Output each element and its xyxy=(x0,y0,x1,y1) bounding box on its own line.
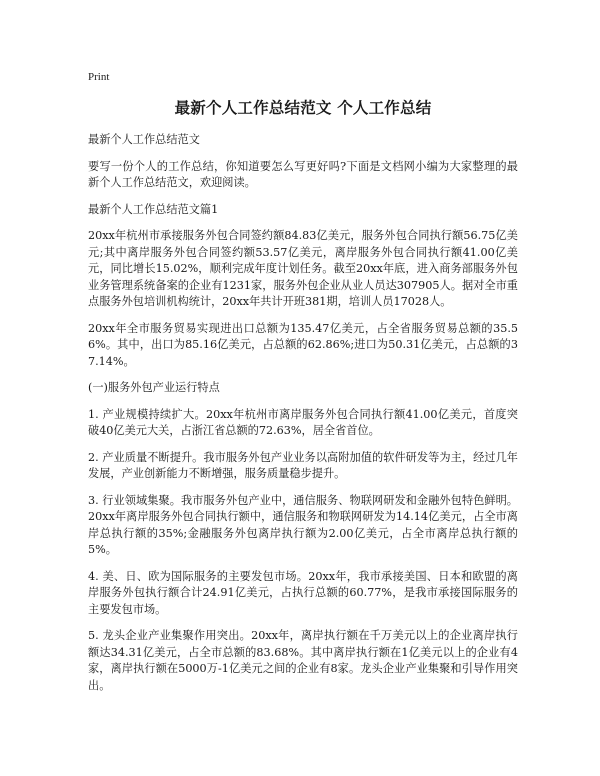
print-label: Print xyxy=(88,71,110,83)
section-heading-article-1: 最新个人工作总结范文篇1 xyxy=(88,202,219,216)
list-item-4: 4. 美、日、欧为国际服务的主要发包市场。20xx年，我市承接美国、日本和欧盟的离岸服务外包执行额合计24.91亿美元，占执行总额的60.77%，是我市承接国际服务的主要发包市场。 xyxy=(88,569,518,616)
section-heading-characteristics: (一)服务外包产业运行特点 xyxy=(88,381,220,394)
list-item-1: 1. 产业规模持续扩大。20xx年杭州市离岸服务外包合同执行额41.00亿美元，首度突破40亿美元大关，占浙江省总额的72.63%，居全省首位。 xyxy=(88,407,518,437)
body-paragraph-service-trade: 20xx年全市服务贸易实现进出口总额为135.47亿美元，占全省服务贸易总额的35.56%。其中，出口为85.16亿美元，占总额的62.86%;进口为50.31亿美元，占总额的37.14%。 xyxy=(88,321,518,368)
intro-paragraph: 要写一份个人的工作总结，你知道要怎么写更好吗?下面是文档网小编为大家整理的最新个人工作总结范文，欢迎阅读。 xyxy=(88,159,518,189)
document-title: 最新个人工作总结范文 个人工作总结 xyxy=(174,99,432,117)
document-page xyxy=(88,70,518,704)
subtitle-paragraph: 最新个人工作总结范文 xyxy=(88,133,200,146)
list-item-2: 2. 产业质量不断提升。我市服务外包产业业务以高附加值的软件研发等为主，经过几年发展，产业创新能力不断增强，服务质量稳步提升。 xyxy=(88,450,518,480)
list-item-3: 3. 行业领域集聚。我市服务外包产业中，通信服务、物联网研发和金融外包特色鲜明。20xx年离岸服务外包合同执行额中，通信服务和物联网研发为14.14亿美元，占全市离岸总执行额的35%;金融服务外包离岸执行额为2.00亿美元，占全市离岸总执行额的5%。 xyxy=(88,493,518,556)
list-item-5: 5. 龙头企业产业集聚作用突出。20xx年，离岸执行额在千万美元以上的企业离岸执行额达34.31亿美元，占全市总额的83.68%。其中离岸执行额在1亿美元以上的企业有4家，离岸执行额在5000万-1亿美元之间的企业有8家。龙头企业产业集聚和引导作用突出。 xyxy=(88,629,518,692)
body-paragraph-outsourcing-overview: 20xx年杭州市承接服务外包合同签约额84.83亿美元，服务外包合同执行额56.75亿美元;其中离岸服务外包合同签约额53.57亿美元，离岸服务外包合同执行额41.00亿美元，同比增长15.02%，顺利完成年度计划任务。截至20xx年底，进入商务部服务外包业务管理系统备案的企业有1231家，服务外包企业从业人员达307905人。据对全市重点服务外包培训机构统计，20xx年共计开班381期，培训人员17028人。 xyxy=(88,229,518,308)
